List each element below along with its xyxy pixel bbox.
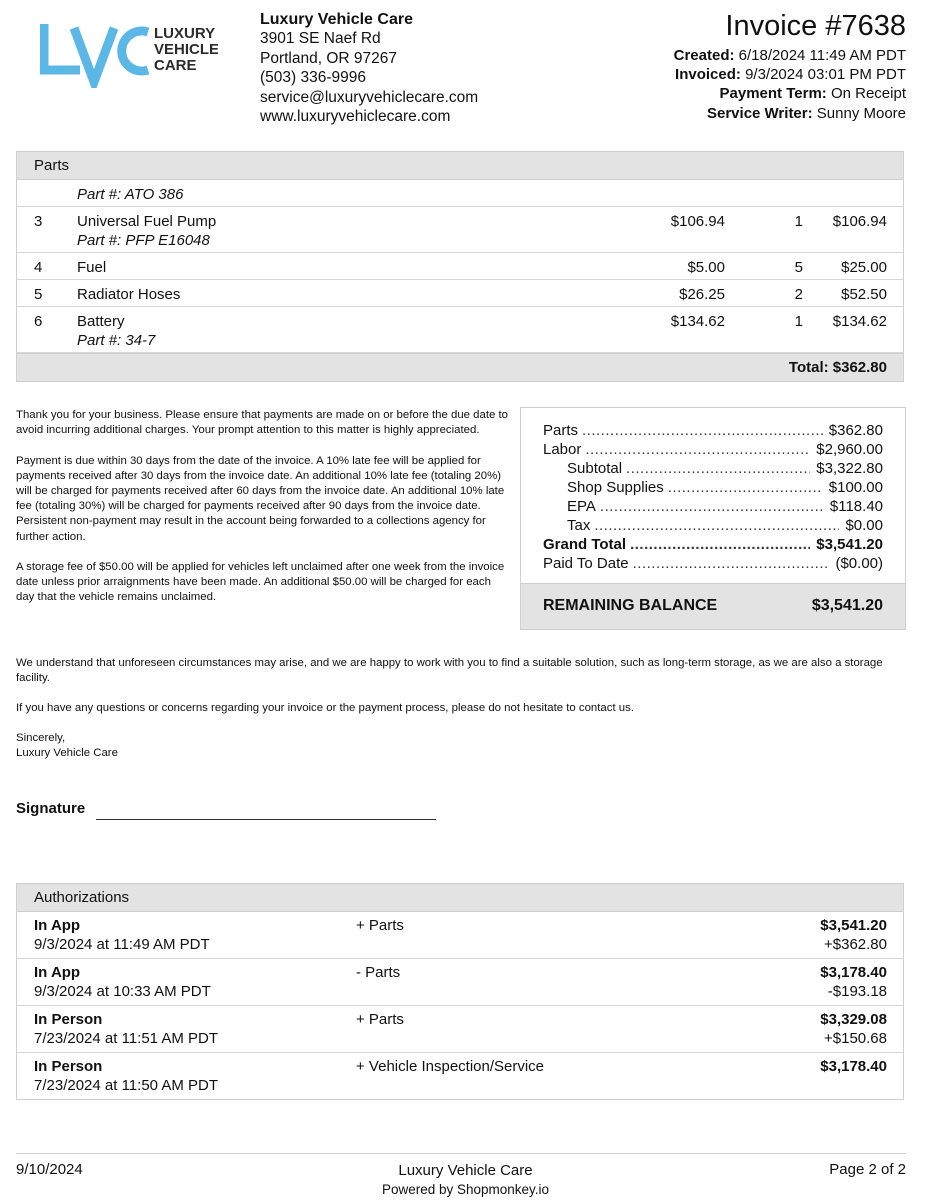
totals-summary — [520, 407, 906, 630]
invoiced-value: 9/3/2024 03:01 PM PDT — [745, 66, 906, 84]
line-description — [77, 258, 106, 277]
authorization-change: + Vehicle Inspection/Service — [356, 1058, 545, 1075]
table-row — [17, 307, 903, 353]
summary-value: $362.80 — [828, 422, 883, 439]
authorization-total: $3,329.08 — [820, 1011, 887, 1028]
authorization-method: In App — [34, 964, 81, 981]
leader-dots — [585, 440, 810, 459]
unit-price: $26.25 — [679, 286, 725, 303]
footer-powered-by: Powered by Shopmonkey.io — [381, 1182, 550, 1197]
leader-dots — [600, 497, 824, 516]
closing-paragraph: We understand that unforeseen circumstances may arise, and we are happy to work with you to find a suitable solution, such as long-term storage, as we are also a storage facility. — [16, 657, 883, 685]
page-number: Page 2 of 2 — [829, 1161, 906, 1178]
authorization-time: 9/3/2024 at 10:33 AM PDT — [34, 983, 211, 1000]
service-writer-line — [674, 104, 906, 123]
note-paragraph: A storage fee of $50.00 will be applied for vehicles left unclaimed after one week from the invoice date unless prior arraignments have been made. An additional $50.00 will be charged for each day that the vehicle remains unclaimed. — [16, 561, 505, 604]
remaining-balance-label: REMAINING BALANCE — [543, 597, 718, 614]
created-line — [674, 46, 906, 65]
invoiced-line — [674, 65, 906, 84]
authorizations-heading: Authorizations — [17, 884, 903, 912]
part-number: Part #: 34-7 — [77, 332, 156, 349]
line-amount: $52.50 — [841, 286, 887, 303]
line-amount: $106.94 — [832, 213, 887, 230]
service-writer-value: Sunny Moore — [816, 104, 906, 122]
authorization-delta: +$150.68 — [824, 1030, 887, 1047]
summary-label: Subtotal — [567, 460, 623, 477]
payment-term-value: On Receipt — [830, 85, 906, 103]
authorization-source — [34, 1057, 218, 1095]
leader-dots — [630, 535, 810, 554]
line-number: 6 — [34, 313, 43, 330]
summary-label: Parts — [543, 422, 579, 439]
company-address-line2: Portland, OR 97267 — [260, 49, 398, 67]
unit-price: $5.00 — [687, 259, 725, 276]
authorization-source — [34, 963, 211, 1001]
summary-value: $3,541.20 — [816, 536, 883, 553]
unit-price: $134.62 — [670, 313, 725, 330]
line-amount: $134.62 — [832, 313, 887, 330]
summary-value: ($0.00) — [835, 555, 883, 572]
summary-label: Labor — [543, 441, 582, 458]
authorization-amounts — [820, 1010, 887, 1048]
summary-label: Paid To Date — [543, 555, 629, 572]
authorization-source — [34, 916, 210, 954]
line-amount: $25.00 — [841, 259, 887, 276]
remaining-balance-value: $3,541.20 — [811, 597, 883, 614]
company-address-line1: 3901 SE Naef Rd — [260, 30, 381, 48]
note-paragraph: Payment is due within 30 days from the date of the invoice. A 10% late fee will be applied for payments received after 30 days from the invoice date. An additional 10% late fee (totaling 20%) will be charged for payments received after 60 days from the invoice date. An additional 10% late fee (totaling 30%) will be charged for payments received after 90 days from the invoice date. Persistent non-payment may result in the account being forwarded to a collections agency for further action. — [16, 454, 505, 543]
leader-dots — [633, 554, 830, 573]
part-name: Battery — [77, 313, 125, 330]
table-row — [17, 959, 903, 1006]
invoice-meta — [674, 8, 906, 123]
summary-label: Shop Supplies — [567, 479, 664, 496]
summary-shop-supplies — [567, 478, 883, 497]
payment-term-line — [674, 84, 906, 103]
logo-line2: VEHICLE — [154, 41, 218, 58]
created-value: 6/18/2024 11:49 AM PDT — [738, 47, 906, 64]
authorization-delta: +$362.80 — [824, 936, 887, 953]
authorization-change: + Parts — [356, 917, 404, 934]
invoice-title: Invoice #7638 — [725, 10, 906, 42]
authorization-method: In Person — [34, 1058, 103, 1075]
table-row — [17, 280, 903, 307]
authorization-total: $3,541.20 — [820, 917, 887, 934]
invoiced-label: Invoiced: — [675, 66, 741, 84]
authorization-method: In Person — [34, 1011, 103, 1028]
summary-grand-total — [543, 535, 883, 554]
footer-center — [0, 1161, 931, 1199]
lvc-logo-icon — [40, 18, 218, 88]
line-description — [77, 212, 216, 250]
authorization-total: $3,178.40 — [820, 964, 887, 981]
authorization-time: 7/23/2024 at 11:51 AM PDT — [34, 1030, 219, 1047]
payment-term-label: Payment Term: — [719, 85, 827, 103]
authorization-source — [34, 1010, 218, 1048]
line-description — [77, 312, 155, 350]
line-number: 3 — [34, 213, 43, 230]
service-writer-label: Service Writer: — [707, 104, 813, 122]
summary-epa — [567, 497, 883, 516]
company-email: service@luxuryvehiclecare.com — [260, 88, 479, 106]
quantity: 2 — [794, 286, 803, 303]
signer-name: Luxury Vehicle Care — [16, 747, 118, 760]
summary-subtotal — [567, 459, 883, 478]
part-name: Universal Fuel Pump — [77, 213, 217, 230]
table-row — [17, 180, 903, 207]
note-paragraph: Thank you for your business. Please ensure that payments are made on or before the due date to avoid incurring additional charges. Your prompt attention to this matter is highly appreciated. — [16, 409, 508, 437]
signature-line[interactable] — [96, 819, 436, 820]
summary-value: $3,322.80 — [816, 460, 883, 477]
table-row — [17, 253, 903, 280]
part-number: Part #: ATO 386 — [77, 186, 184, 203]
leader-dots — [626, 459, 810, 478]
leader-dots — [582, 421, 823, 440]
part-name: Fuel — [77, 259, 107, 276]
parts-table-heading: Parts — [17, 152, 903, 180]
quantity: 1 — [794, 313, 803, 330]
company-info — [260, 10, 478, 126]
authorization-change: + Parts — [356, 1011, 404, 1028]
authorization-amounts — [820, 1057, 887, 1076]
unit-price: $106.94 — [670, 213, 725, 230]
authorization-method: In App — [34, 917, 81, 934]
sincerely-text: Sincerely, — [16, 732, 66, 744]
summary-value: $118.40 — [829, 498, 883, 515]
quantity: 5 — [794, 259, 803, 276]
company-logo — [40, 18, 218, 88]
part-name: Radiator Hoses — [77, 286, 181, 303]
summary-tax — [567, 516, 883, 535]
line-description — [77, 285, 180, 304]
created-label: Created: — [673, 47, 735, 64]
table-row — [17, 912, 903, 959]
table-row — [17, 1006, 903, 1053]
summary-value: $2,960.00 — [816, 441, 883, 458]
part-number: Part #: PFP E16048 — [77, 232, 210, 249]
remaining-balance — [521, 583, 905, 629]
summary-label: Grand Total — [543, 536, 627, 553]
summary-value: $100.00 — [828, 479, 883, 496]
leader-dots — [668, 478, 823, 497]
summary-value: $0.00 — [845, 517, 883, 534]
summary-paid-to-date — [543, 554, 883, 573]
line-number: 5 — [34, 286, 43, 303]
signature-label: Signature — [16, 800, 86, 817]
table-row — [17, 207, 903, 253]
payment-terms-notes — [16, 408, 509, 621]
footer-divider — [16, 1153, 906, 1154]
sign-off — [16, 731, 896, 761]
line-number: 4 — [34, 259, 43, 276]
company-phone: (503) 336-9996 — [260, 69, 366, 87]
authorization-change: - Parts — [356, 964, 401, 981]
table-row — [17, 1053, 903, 1099]
logo-line3: CARE — [154, 57, 197, 74]
footer-company: Luxury Vehicle Care — [398, 1162, 533, 1179]
parts-table — [16, 151, 904, 382]
authorization-delta: -$193.18 — [827, 983, 887, 1000]
authorization-amounts — [820, 916, 887, 954]
closing-paragraph: If you have any questions or concerns regarding your invoice or the payment process, please do not hesitate to contact us. — [16, 702, 634, 714]
line-description — [77, 185, 183, 204]
summary-parts — [543, 421, 883, 440]
summary-label: EPA — [567, 498, 596, 515]
authorization-total: $3,178.40 — [820, 1058, 887, 1075]
authorization-time: 7/23/2024 at 11:50 AM PDT — [34, 1077, 219, 1094]
summary-labor — [543, 440, 883, 459]
logo-line1: LUXURY — [154, 25, 216, 42]
authorization-amounts — [820, 963, 887, 1001]
parts-total: Total: $362.80 — [17, 353, 903, 381]
authorization-time: 9/3/2024 at 11:49 AM PDT — [34, 936, 210, 953]
quantity: 1 — [794, 213, 803, 230]
company-website: www.luxuryvehiclecare.com — [260, 108, 451, 126]
leader-dots — [594, 516, 839, 535]
company-name: Luxury Vehicle Care — [260, 11, 413, 28]
footer-date: 9/10/2024 — [16, 1161, 83, 1178]
authorizations-table — [16, 883, 904, 1100]
summary-label: Tax — [567, 517, 591, 534]
